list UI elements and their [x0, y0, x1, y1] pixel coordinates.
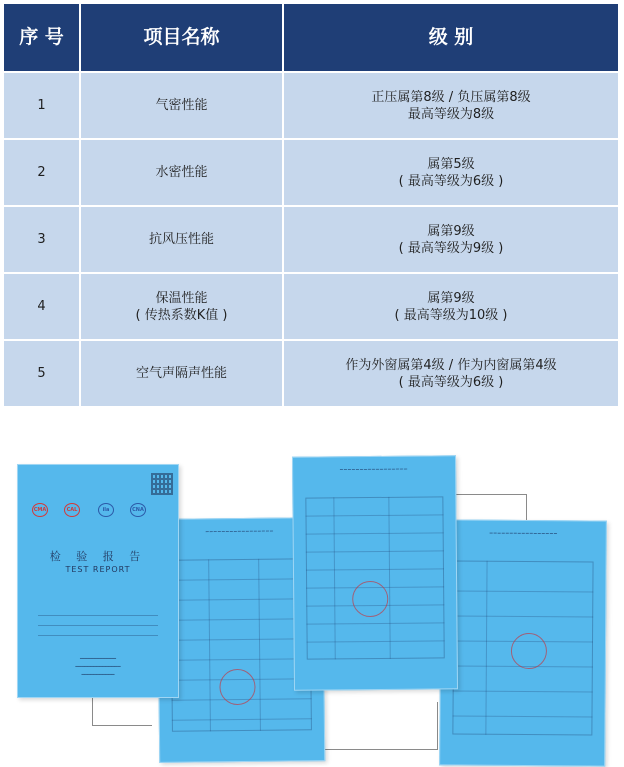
page-table	[170, 558, 312, 731]
grade-line: 属第5级	[427, 156, 475, 172]
table-row	[4, 207, 618, 272]
grade-note: ( 最高等级为6级 )	[398, 374, 504, 390]
row-grade	[282, 274, 618, 339]
item-name-line: 保温性能	[155, 290, 208, 306]
row-grade	[282, 140, 618, 205]
seal-stamp	[219, 669, 255, 705]
test-report-documents	[0, 440, 624, 766]
row-item-name	[79, 207, 282, 272]
header-item-name: 项目名称	[79, 4, 282, 71]
row-index: 4	[37, 299, 46, 314]
grade-line: 正压属第8级 / 负压属第8级	[371, 89, 531, 105]
item-name-line: 水密性能	[155, 165, 208, 180]
page-header-text: ━━━━━━━━━━━━━━━━━	[339, 466, 409, 474]
row-index: 2	[37, 165, 46, 180]
row-index: 3	[37, 232, 46, 247]
item-name-line: 气密性能	[155, 98, 208, 113]
seal-stamp	[511, 633, 547, 669]
report-title: 检 验 报 告	[49, 550, 147, 563]
connector-line	[318, 702, 438, 750]
row-index: 1	[37, 98, 46, 113]
page-table	[305, 496, 444, 659]
performance-table	[4, 4, 618, 406]
item-name-line: 空气声隔声性能	[135, 366, 227, 381]
page-header-text: ━━━━━━━━━━━━━━━━━	[205, 528, 274, 536]
cma-badge-icon: CMA	[32, 503, 48, 517]
grade-note: 最高等级为8级	[407, 106, 495, 122]
row-grade	[282, 341, 618, 406]
table-row	[4, 341, 618, 406]
cal-badge-icon: CAL	[64, 503, 80, 517]
row-item-name	[79, 73, 282, 138]
item-name-line: 抗风压性能	[148, 232, 214, 247]
item-name-note: ( 传热系数K值 )	[135, 307, 228, 323]
page-header-text: ━━━━━━━━━━━━━━━━━	[489, 530, 558, 538]
header-index: 序 号	[19, 26, 64, 48]
row-grade	[282, 73, 618, 138]
report-cover-page	[17, 464, 179, 698]
report-page-4	[439, 519, 607, 766]
grade-note: ( 最高等级为9级 )	[398, 240, 504, 256]
table-header	[4, 4, 618, 71]
header-grade: 级 别	[282, 4, 618, 71]
report-subtitle: TEST REPORT	[65, 565, 131, 574]
grade-line: 作为外窗属第4级 / 作为内窗属第4级	[345, 357, 557, 373]
table-row	[4, 140, 618, 205]
row-grade	[282, 207, 618, 272]
grade-line: 属第9级	[427, 290, 475, 306]
row-item-name	[79, 341, 282, 406]
seal-stamp	[352, 581, 388, 617]
table-row	[4, 274, 618, 339]
grade-note: ( 最高等级为10级 )	[394, 307, 508, 323]
qr-code-icon	[151, 473, 173, 495]
report-page-3	[292, 455, 458, 690]
cnas-badge-icon: CNA	[130, 503, 146, 517]
issuer-text: ━━━━━━━━━━━━ ━━━━━━━━━━━━━━━ ━━━━━━━━━━━	[75, 656, 121, 678]
row-index: 5	[37, 366, 46, 381]
grade-line: 属第9级	[427, 223, 475, 239]
grade-note: ( 最高等级为6级 )	[398, 173, 504, 189]
ilac-badge-icon: ila	[98, 503, 114, 517]
table-row	[4, 73, 618, 138]
row-item-name	[79, 274, 282, 339]
row-item-name	[79, 140, 282, 205]
